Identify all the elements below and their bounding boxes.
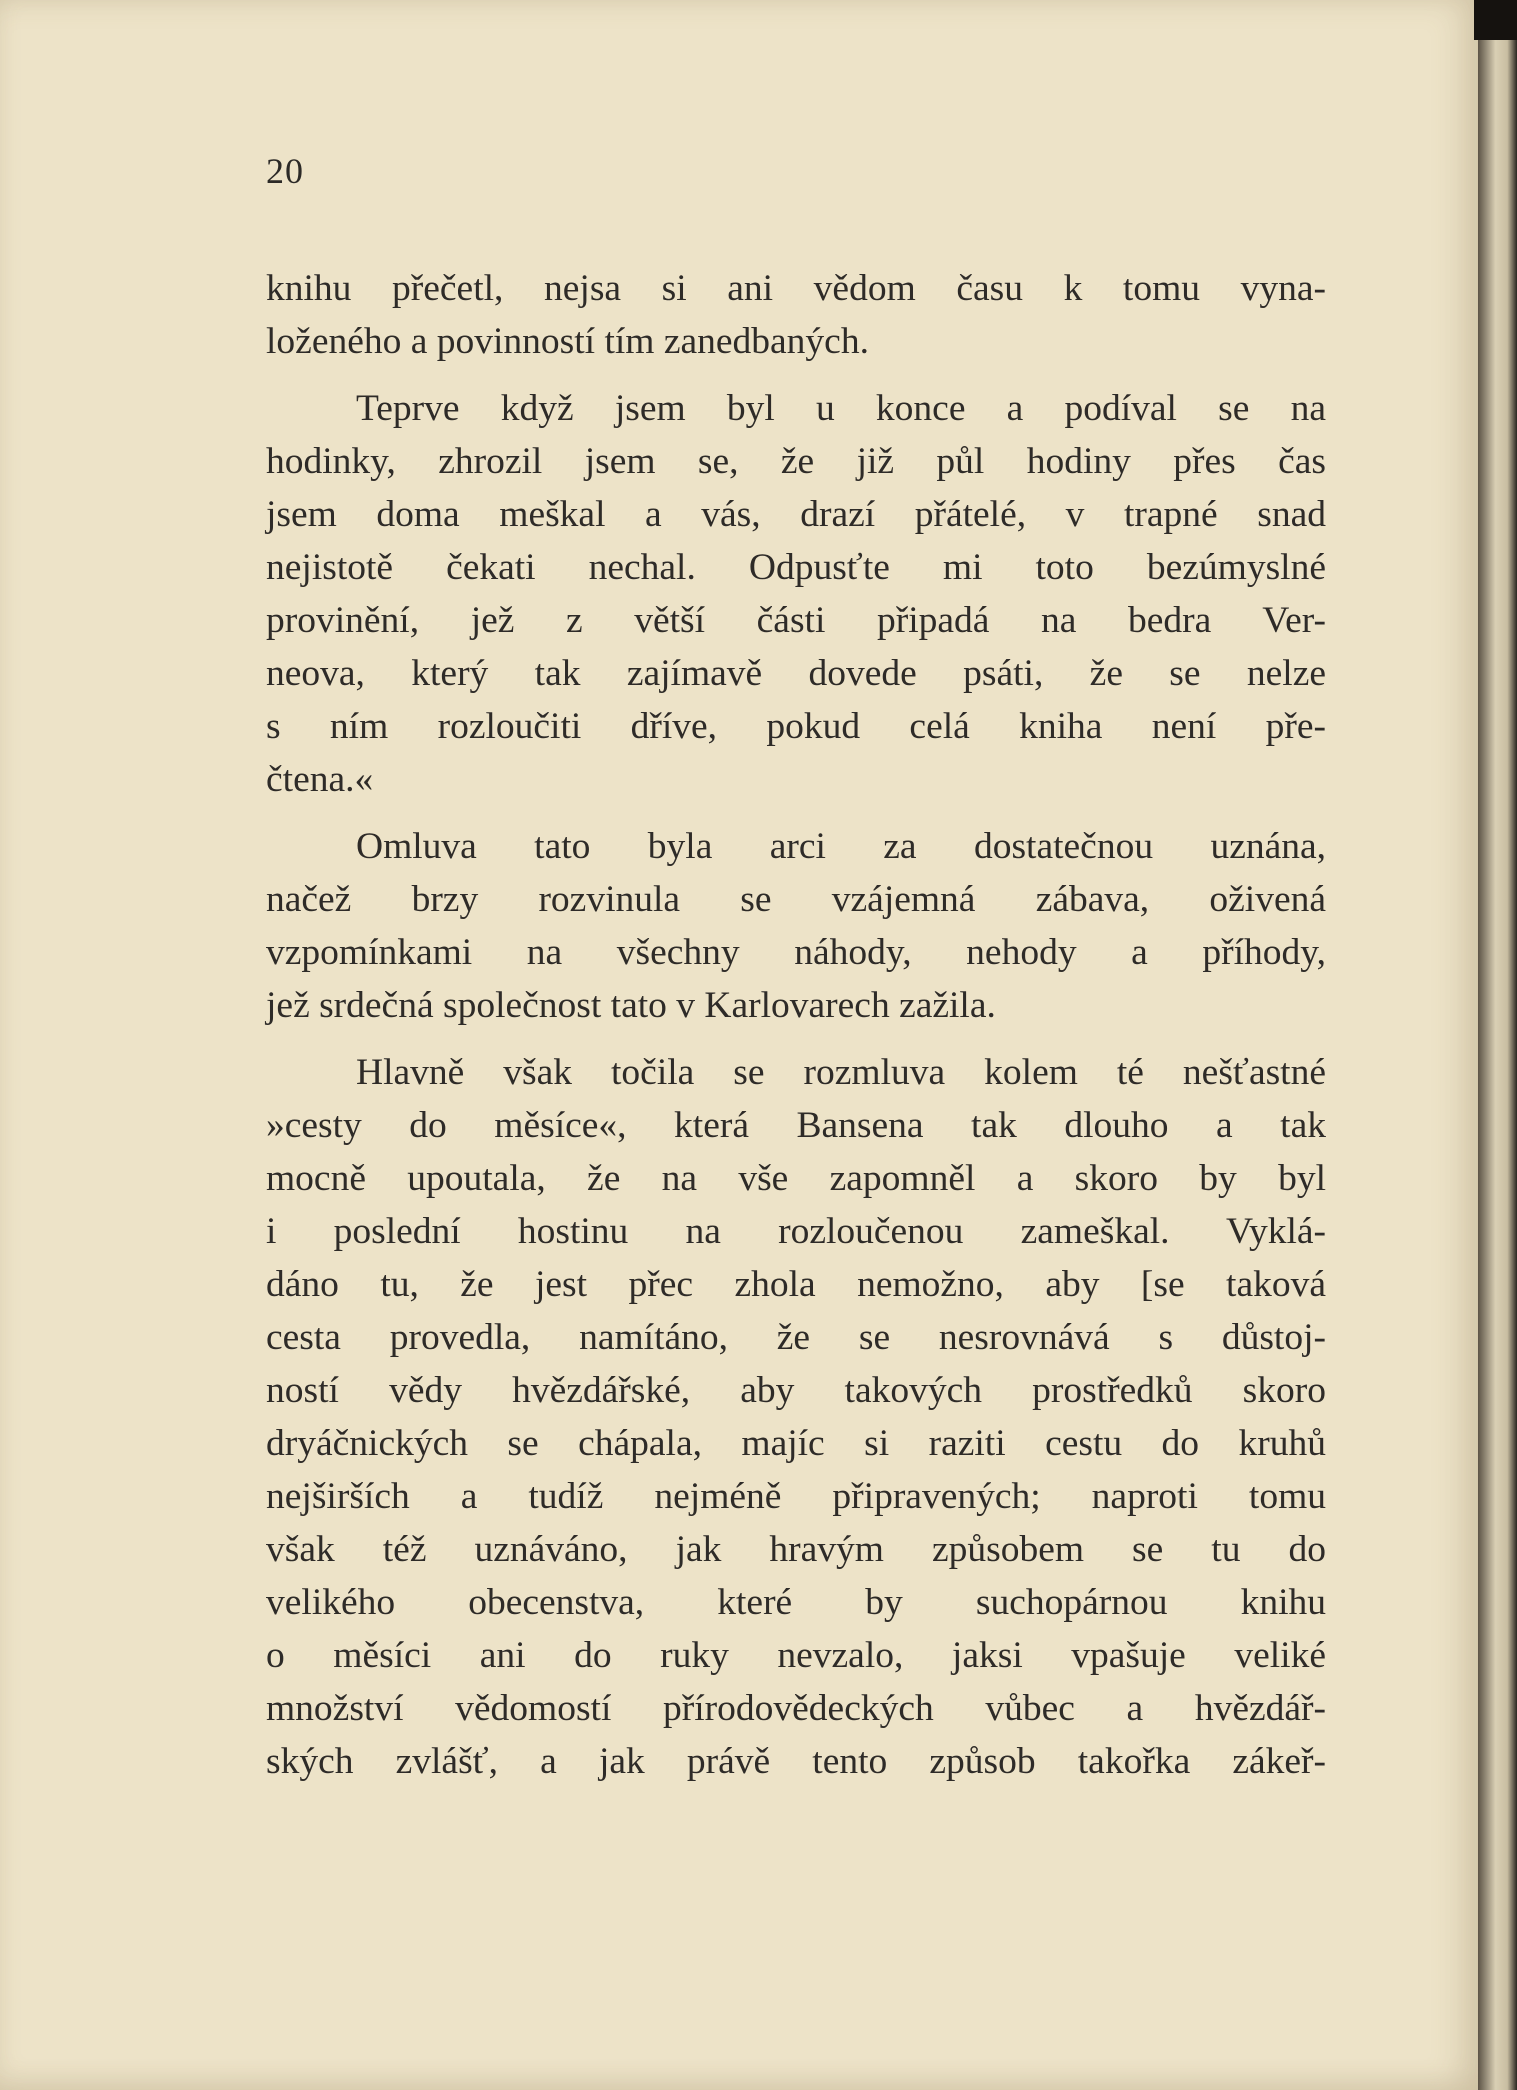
text-line: hodinky, zhrozil jsem se, že již půl hodiny přes čas	[266, 441, 1326, 482]
text-line: Omluva tato byla arci za dostatečnou uznána,	[356, 826, 1326, 867]
scan-edge	[1474, 0, 1517, 40]
text-line: Hlavně však točila se rozmluva kolem té nešťastné	[356, 1052, 1326, 1093]
text-line: o měsíci ani do ruky nevzalo, jaksi vpašuje veliké	[266, 1635, 1326, 1676]
book-gutter	[1478, 0, 1517, 2090]
text-line: čtena.«	[266, 759, 374, 800]
text-line: však též uznáváno, jak hravým způsobem se tu do	[266, 1529, 1326, 1570]
text-line: »cesty do měsíce«, která Bansena tak dlouho a tak	[266, 1105, 1326, 1146]
text-line: jež srdečná společnost tato v Karlovarech zažila.	[266, 985, 996, 1026]
text-line: cesta provedla, namítáno, že se nesrovnává s důstoj-	[266, 1317, 1326, 1358]
text-line: jsem doma meškal a vás, drazí přátelé, v trapné snad	[266, 494, 1326, 535]
text-line: Teprve když jsem byl u konce a podíval se na	[356, 388, 1326, 429]
text-line: ností vědy hvězdářské, aby takových prostředků skoro	[266, 1370, 1326, 1411]
text-line: velikého obecenstva, které by suchopárnou knihu	[266, 1582, 1326, 1623]
text-line: knihu přečetl, nejsa si ani vědom času k tomu vyna-	[266, 268, 1326, 309]
text-line: provinění, jež z větší části připadá na bedra Ver-	[266, 600, 1326, 641]
text-line: loženého a povinností tím zanedbaných.	[266, 321, 869, 362]
text-line: nejširších a tudíž nejméně připravených; naproti tomu	[266, 1476, 1326, 1517]
page-number: 20	[266, 151, 304, 191]
text-line: dáno tu, že jest přec zhola nemožno, aby [se taková	[266, 1264, 1326, 1305]
text-line: načež brzy rozvinula se vzájemná zábava, oživená	[266, 879, 1326, 920]
text-line: ských zvlášť, a jak právě tento způsob takořka zákeř-	[266, 1741, 1326, 1782]
text-line: nejistotě čekati nechal. Odpusťte mi toto bezúmyslné	[266, 547, 1326, 588]
body-text	[266, 262, 1326, 1788]
text-line: neova, který tak zajímavě dovede psáti, že se nelze	[266, 653, 1326, 694]
text-line: i poslední hostinu na rozloučenou zameškal. Vyklá-	[266, 1211, 1326, 1252]
text-line: množství vědomostí přírodovědeckých vůbec a hvězdář-	[266, 1688, 1326, 1729]
text-line: s ním rozloučiti dříve, pokud celá kniha není pře-	[266, 706, 1326, 747]
text-line: vzpomínkami na všechny náhody, nehody a příhody,	[266, 932, 1326, 973]
text-line: mocně upoutala, že na vše zapomněl a skoro by byl	[266, 1158, 1326, 1199]
text-line: dryáčnických se chápala, majíc si raziti cestu do kruhů	[266, 1423, 1326, 1464]
